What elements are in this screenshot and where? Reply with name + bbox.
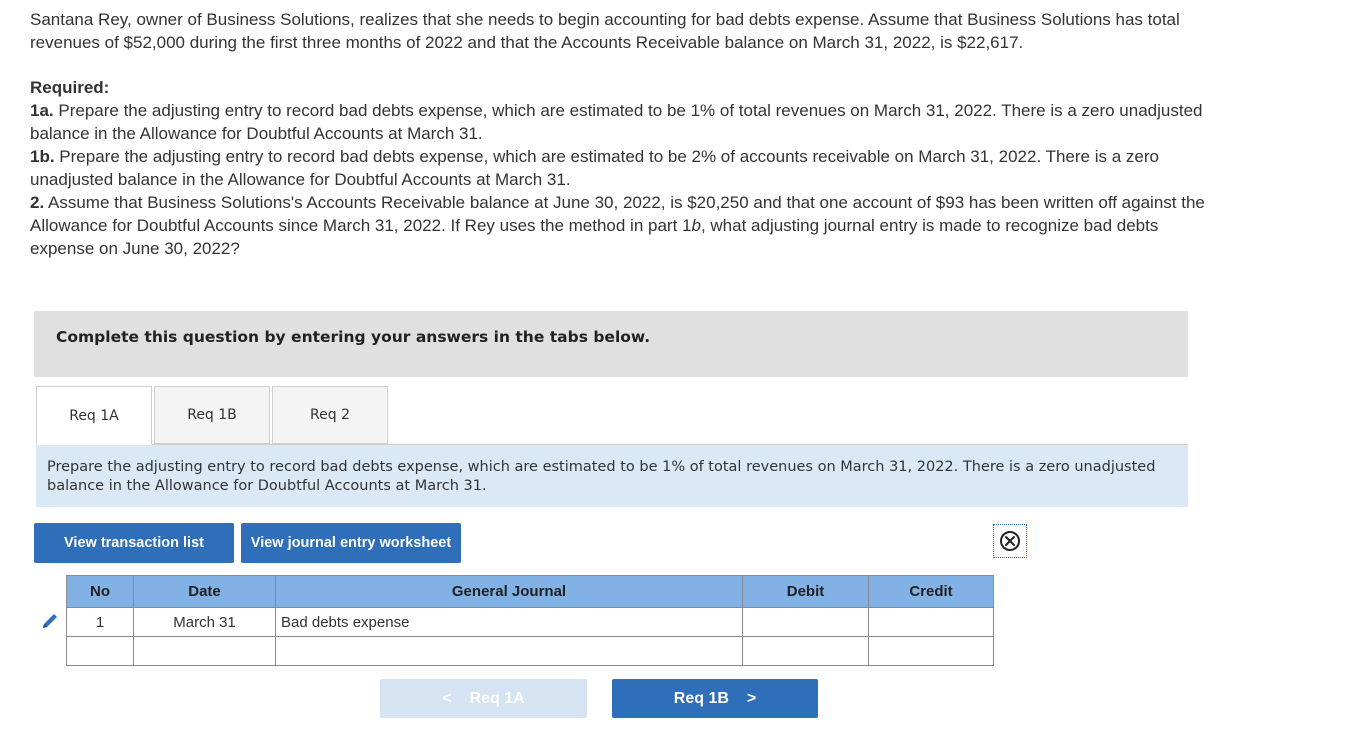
required-item-1b [30,145,1210,191]
question-prompt: Prepare the adjusting entry to record bad debts expense, which are estimated to be 1% of total revenues on March 31, 2022. There is a zero unadjusted balance in the Allowance for Doubtful Accounts at March 31. [36,445,1188,507]
view-transaction-list-button[interactable]: View transaction list [34,523,234,563]
edit-pencil-icon[interactable] [38,611,62,633]
column-header-date: Date [134,576,276,608]
required-item-2 [30,191,1210,260]
required-item-text: Prepare the adjusting entry to record bad debts expense, which are estimated to be 1% of total revenues on March 31, 2022. There is a zero unadjusted balance in the Allowance for Doubtful Accounts at March 31. [30,101,1203,143]
row-date[interactable]: March 31 [134,608,276,637]
required-item-text-after: , what adjusting journal entry is made to recognize bad debts expense on June 30, 2022? [30,216,1159,258]
tab-req-1b[interactable]: Req 1B [154,386,270,444]
column-header-no: No [67,576,134,608]
row-account[interactable]: Bad debts expense [276,608,743,637]
instructions-banner [34,311,1188,377]
required-heading: Required: [30,78,110,97]
table-row [67,637,994,666]
instructions-text: Complete this question by entering your answers in the tabs below. [56,328,651,346]
row-date[interactable] [134,637,276,666]
next-tab-button[interactable] [612,679,818,718]
previous-tab-label: Req 1A [469,689,525,707]
required-item-label: 1a. [30,101,54,120]
row-credit[interactable] [869,608,994,637]
column-header-credit: Credit [869,576,994,608]
table-header-row [67,576,994,608]
required-item-label: 1b. [30,147,55,166]
column-header-general-journal: General Journal [276,576,743,608]
tab-req-2[interactable]: Req 2 [272,386,388,444]
required-item-text: Prepare the adjusting entry to record bad debts expense, which are estimated to be 2% of accounts receivable on March 31, 2022. There is a zero unadjusted balance in the Allowance for Doubtful Accounts at March 31. [30,147,1159,189]
required-item-text: Assume that Business Solutions's Accounts Receivable balance at June 30, 2022, is $20,250 and that one account of $93 has been written off against the Allowance for Doubtful Accounts since March 31, 2022. If Rey uses the method in part 1 [30,193,1205,235]
intro-paragraph: Santana Rey, owner of Business Solutions, realizes that she needs to begin accounting for bad debts expense. Assume that Business Solutions has total revenues of $52,000 during the first three months of 2022 and that the Accounts Receivable balance on March 31, 2022, is $22,617. [30,10,1180,52]
required-item-label: 2. [30,193,45,212]
row-no: 1 [67,608,134,637]
journal-entry-table [66,575,994,666]
row-debit[interactable] [743,608,869,637]
next-tab-label: Req 1B [673,689,729,707]
required-item-italic: b [691,216,701,235]
row-debit[interactable] [743,637,869,666]
circle-x-icon [999,530,1021,552]
chevron-right-icon: > [746,689,757,707]
row-account[interactable] [276,637,743,666]
row-no [67,637,134,666]
tab-req-1a[interactable]: Req 1A [36,386,152,445]
table-row [67,608,994,637]
chevron-left-icon: < [442,689,452,707]
view-journal-entry-worksheet-button[interactable]: View journal entry worksheet [241,523,461,563]
problem-statement [30,8,1210,260]
row-credit[interactable] [869,637,994,666]
required-item-1a [30,99,1210,145]
column-header-debit: Debit [743,576,869,608]
close-button[interactable] [993,524,1027,558]
previous-tab-button[interactable] [380,679,587,718]
